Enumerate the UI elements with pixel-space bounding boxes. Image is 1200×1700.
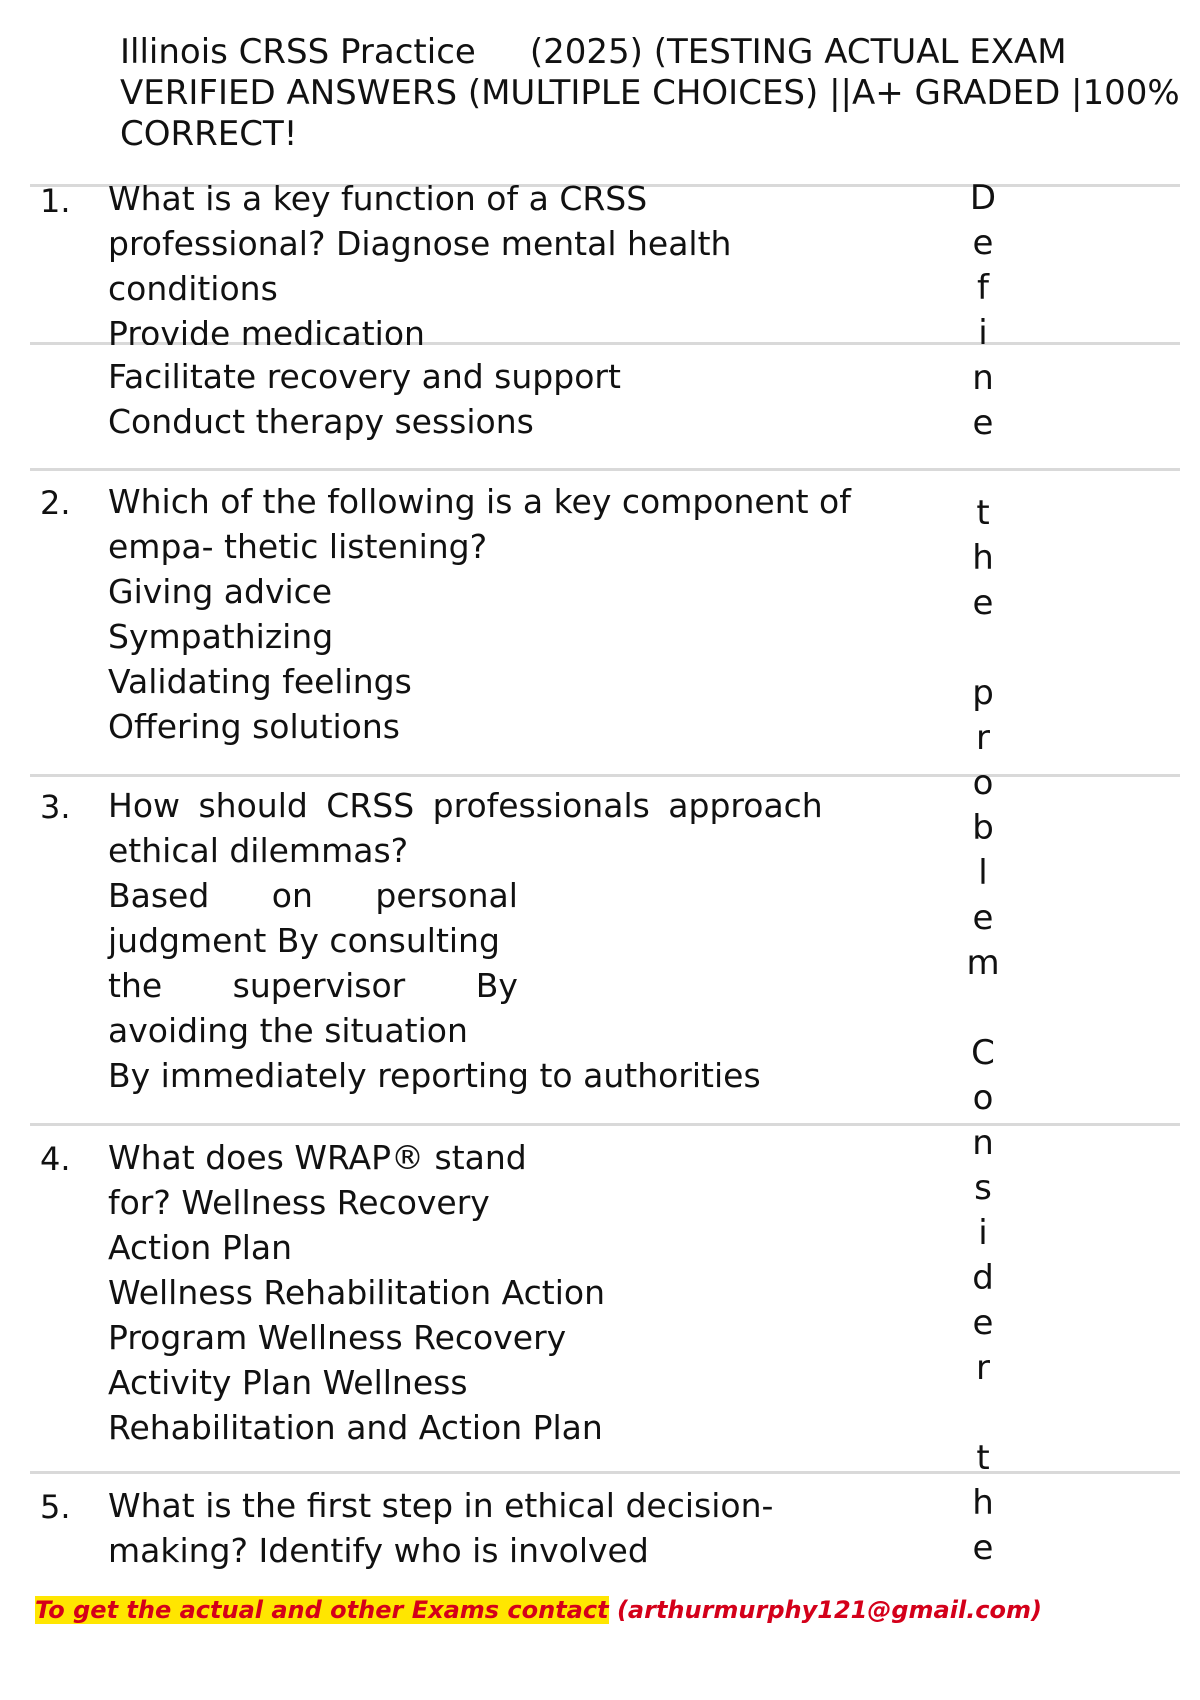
divider (30, 1123, 1180, 1126)
side-letter: i (978, 1213, 988, 1253)
side-letter-gap (963, 1391, 1003, 1436)
question-line (108, 479, 851, 524)
side-letter: o (972, 763, 994, 803)
title-line-1: Illinois CRSS Practice (2025) (TESTING ACTUAL EXAM (120, 32, 1067, 72)
contact-email: (arthurmurphy121@gmail.com) (616, 1596, 1042, 1624)
contact-highlight: To get the actual and other Exams contact (35, 1596, 609, 1624)
divider (30, 468, 1180, 471)
side-letter: e (972, 403, 994, 443)
question-number: 5. (40, 1488, 71, 1526)
question-line: Provide medication (108, 314, 425, 345)
question-line: judgment By consulting (108, 921, 500, 960)
side-letter: l (978, 853, 988, 893)
question-number: 2. (40, 484, 71, 522)
side-letter: b (972, 808, 994, 848)
side-letter: h (972, 1483, 994, 1523)
question-line: What does WRAP® stand (108, 1138, 527, 1177)
contact-footer (35, 1596, 1042, 1624)
question-number: 3. (40, 788, 71, 826)
question-line: Program Wellness Recovery (108, 1318, 567, 1357)
side-letter: e (972, 1303, 994, 1343)
question-line: What is the first step in ethical decision- (108, 1486, 774, 1525)
question-line: Validating feelings (108, 662, 412, 701)
question-2 (108, 479, 868, 749)
side-letter: t (976, 493, 990, 533)
question-line: Activity Plan Wellness (108, 1363, 468, 1402)
question-line: What is a key function of a CRSS (108, 179, 648, 218)
question-text: Which of the following is a key component of (108, 482, 851, 521)
side-letter: e (972, 898, 994, 938)
side-letter: h (972, 538, 994, 578)
side-letter: C (971, 1033, 995, 1073)
question-5 (108, 1483, 868, 1573)
question-1-continued (108, 354, 868, 444)
side-letter: f (977, 268, 989, 308)
question-line: By immediately reporting to authorities (108, 1056, 761, 1095)
side-letter: t (976, 1438, 990, 1478)
side-letter: e (972, 223, 994, 263)
question-1 (108, 176, 868, 345)
side-letter: D (969, 178, 997, 218)
question-number: 4. (40, 1140, 71, 1178)
question-line: Conduct therapy sessions (108, 402, 534, 441)
title-line-2: VERIFIED ANSWERS (MULTIPLE CHOICES) ||A+ GRADED |100% (120, 73, 1180, 113)
side-letter-gap (963, 626, 1003, 671)
question-line: avoiding the situation (108, 1011, 468, 1050)
question-4 (108, 1135, 868, 1450)
question-line: Facilitate recovery and support (108, 357, 621, 396)
question-line: Sympathizing (108, 617, 334, 656)
question-line: Offering solutions (108, 707, 400, 746)
side-letter-gap (963, 986, 1003, 1031)
question-3 (108, 783, 868, 1098)
side-letter: d (972, 1258, 994, 1298)
divider (30, 774, 1180, 777)
question-number: 1. (40, 182, 71, 220)
question-line: empa- thetic listening? (108, 527, 488, 566)
side-letter: n (972, 1123, 994, 1163)
question-line: Wellness Rehabilitation Action (108, 1273, 605, 1312)
question-line: making? Identify who is involved (108, 1531, 649, 1570)
question-line: for? Wellness Recovery (108, 1183, 490, 1222)
side-letter: i (978, 313, 988, 353)
side-answer-letters (963, 176, 1003, 1571)
side-letter: r (976, 1348, 990, 1388)
title-line-3: CORRECT! (120, 114, 298, 154)
question-line: Based on personal (108, 876, 518, 915)
question-line: How should CRSS professionals approach (108, 786, 823, 825)
side-letter-gap (963, 446, 1003, 491)
question-line: Rehabilitation and Action Plan (108, 1408, 603, 1447)
question-line: conditions (108, 269, 278, 308)
question-line: Giving advice (108, 572, 333, 611)
divider (30, 1471, 1180, 1474)
question-line: Action Plan (108, 1228, 293, 1267)
question-line: the supervisor By (108, 966, 518, 1005)
side-letter: s (974, 1168, 992, 1208)
side-letter: m (966, 943, 1000, 983)
question-line: professional? Diagnose mental health (108, 224, 732, 263)
side-letter: p (972, 673, 994, 713)
side-letter: o (972, 1078, 994, 1118)
question-line: ethical dilemmas? (108, 831, 409, 870)
document-title (120, 32, 1180, 155)
side-letter: n (972, 358, 994, 398)
side-letter: e (972, 1528, 994, 1568)
side-letter: e (972, 583, 994, 623)
side-letter: r (976, 718, 990, 758)
